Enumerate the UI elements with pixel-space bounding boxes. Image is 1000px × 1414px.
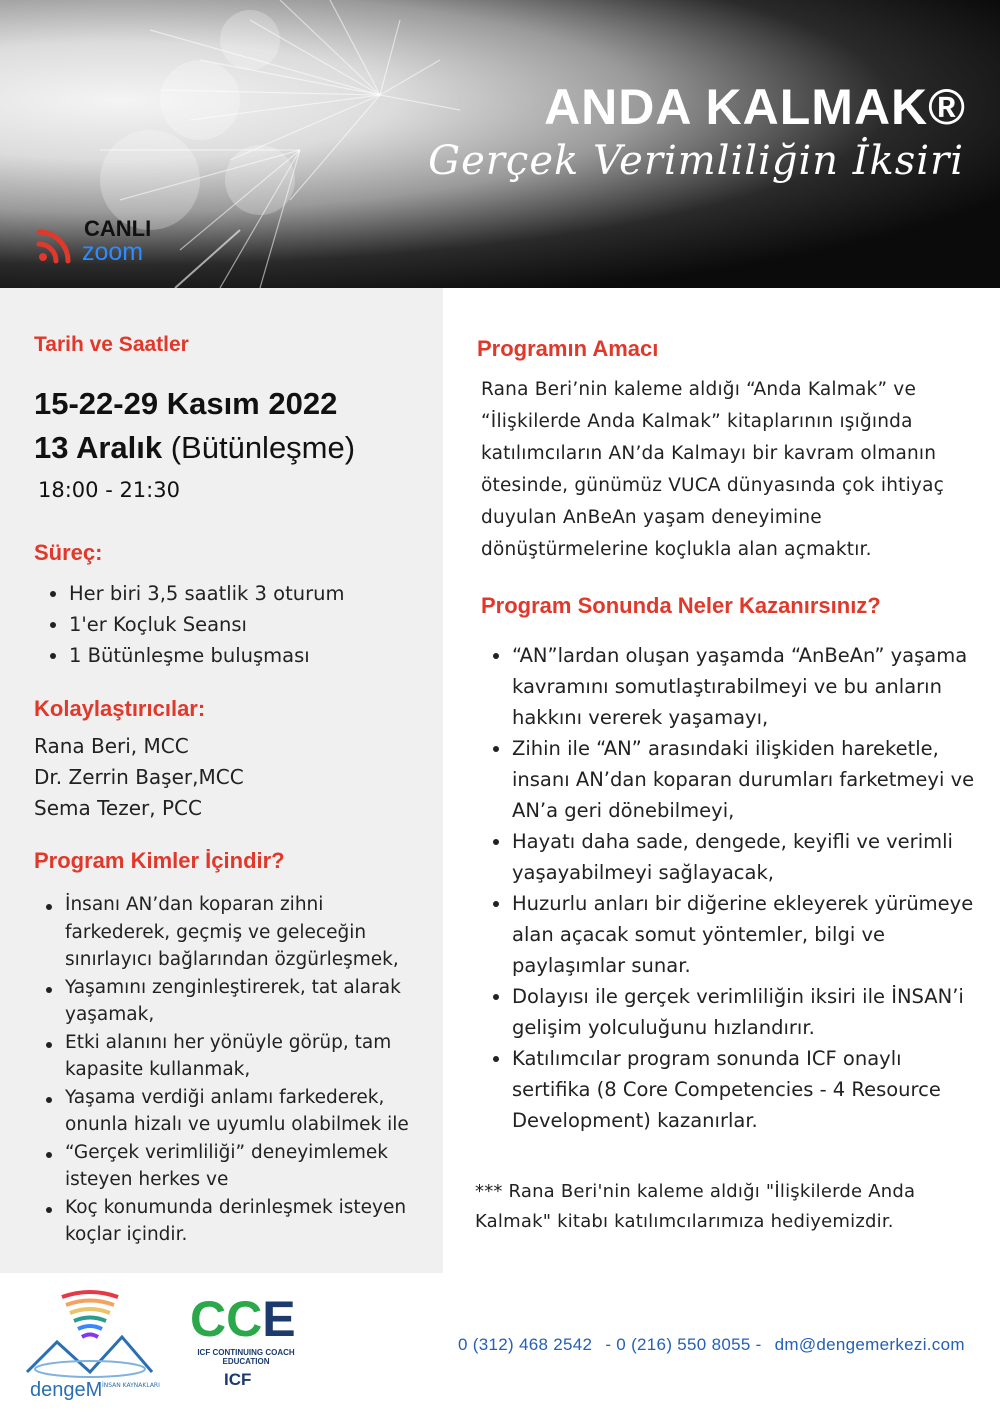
gains-list (477, 640, 977, 1136)
list-item: Yaşamını zenginleştirerek, tat alarak yaşamak, (30, 974, 425, 1029)
list-item: “AN”lardan oluşan yaşamda “AnBeAn” yaşama kavramını somutlaştırabilmeyi ve bu anların hakkını vererek yaşamayı, (477, 640, 977, 733)
purpose-text: Rana Beri’nin kaleme aldığı “Anda Kalmak” ve “İlişkilerde Anda Kalmak” kitaplarının ışığında katılımcıların AN’da Kalmayı bir kavram olmanın ötesinde, günümüz VUCA dünyasında çok ihtiyaç duyulan AnBeAn yaşam deneyimine dönüştürmelerine koçlukla alan açmaktır. (481, 379, 944, 560)
phone-1[interactable]: 0 (312) 468 2542 (458, 1335, 593, 1354)
dengem-subtitle: İNSAN KAYNAKLARI (102, 1382, 160, 1389)
list-item: 1'er Koçluk Seansı (34, 609, 434, 640)
live-zoom-badge (34, 212, 184, 272)
audience-list (30, 891, 425, 1249)
dates-heading: Tarih ve Saatler (34, 333, 189, 356)
cce-name: CCE (190, 1291, 296, 1347)
right-column (443, 288, 1000, 1273)
phone-2[interactable]: - 0 (216) 550 8055 - (605, 1335, 762, 1354)
audience-heading: Program Kimler İçindir? (34, 848, 285, 873)
dengem-name: dengeM (30, 1379, 103, 1401)
date-line-2 (34, 430, 355, 466)
dengem-logo-icon (22, 1287, 157, 1382)
zoom-label: zoom (82, 238, 144, 266)
footer (0, 1273, 1000, 1414)
live-label: CANLI (84, 216, 152, 241)
process-heading: Süreç: (34, 540, 103, 565)
list-item: Etki alanını her yönüyle görüp, tam kapasite kullanmak, (30, 1029, 425, 1084)
facilitator-name: Rana Beri, MCC (34, 734, 189, 758)
date-line-2-rest: (Bütünleşme) (162, 430, 356, 465)
list-item: Katılımcılar program sonunda ICF onaylı sertifika (8 Core Competencies - 4 Resource Development) kazanırlar. (477, 1043, 977, 1136)
list-item: “Gerçek verimliliği” deneyimlemek isteyen herkes ve (30, 1139, 425, 1194)
list-item: 1 Bütünleşme buluşması (34, 640, 434, 671)
purpose-heading: Programın Amacı (477, 336, 659, 361)
date-line-1-text: 15-22-29 Kasım 2022 (34, 386, 338, 421)
email-link[interactable]: dm@dengemerkezi.com (774, 1335, 965, 1354)
facilitator-name: Dr. Zerrin Başer,MCC (34, 765, 244, 789)
icf-brand: ICF (224, 1370, 252, 1389)
list-item: Hayatı daha sade, dengede, keyifli ve verimli yaşayabilmeyi sağlayacak, (477, 826, 977, 888)
list-item: Zihin ile “AN” arasındaki ilişkiden hareketle, insanı AN’dan koparan durumları farketmeyi ve AN’a geri dönebilmeyi, (477, 733, 977, 826)
broadcast-icon (34, 220, 80, 266)
gains-heading: Program Sonunda Neler Kazanırsınız? (481, 593, 881, 618)
cce-subtitle: ICF CONTINUING COACH EDUCATION (197, 1348, 295, 1366)
dengem-logo (22, 1287, 160, 1402)
left-column (0, 288, 443, 1273)
date-line-2-bold: 13 Aralık (34, 430, 163, 465)
list-item: Dolayısı ile gerçek verimliliğin iksiri ile İNSAN’i gelişim yolculuğunu hızlandırır. (477, 981, 977, 1043)
facilitator-name: Sema Tezer, PCC (34, 796, 202, 820)
event-subtitle: Gerçek Verimliliğin İksiri (428, 138, 964, 184)
event-title: ANDA KALMAK® (544, 79, 966, 135)
contact-info (458, 1335, 973, 1355)
process-list (34, 578, 434, 671)
list-item: Her biri 3,5 saatlik 3 oturum (34, 578, 434, 609)
date-line-1 (34, 386, 337, 422)
header-banner (0, 0, 1000, 288)
gift-note: *** Rana Beri'nin kaleme aldığı "İlişkilerde Anda Kalmak" kitabı katılımcılarımıza hediyemizdir. (475, 1181, 916, 1232)
list-item: İnsanı AN’dan koparan zihni farkederek, geçmiş ve geleceğin sınırlayıcı bağlarından özgürleşmek, (30, 891, 425, 974)
list-item: Yaşama verdiği anlamı farkederek, onunla hizalı ve uyumlu olabilmek ile (30, 1084, 425, 1139)
session-time: 18:00 - 21:30 (38, 478, 180, 502)
list-item: Huzurlu anları bir diğerine ekleyerek yürümeye alan açacak somut yöntemler, bilgi ve paylaşımlar sunar. (477, 888, 977, 981)
facilitators-heading: Kolaylaştırıcılar: (34, 696, 206, 721)
cce-logo (190, 1293, 300, 1403)
list-item: Koç konumunda derinleşmek isteyen koçlar içindir. (30, 1194, 425, 1249)
